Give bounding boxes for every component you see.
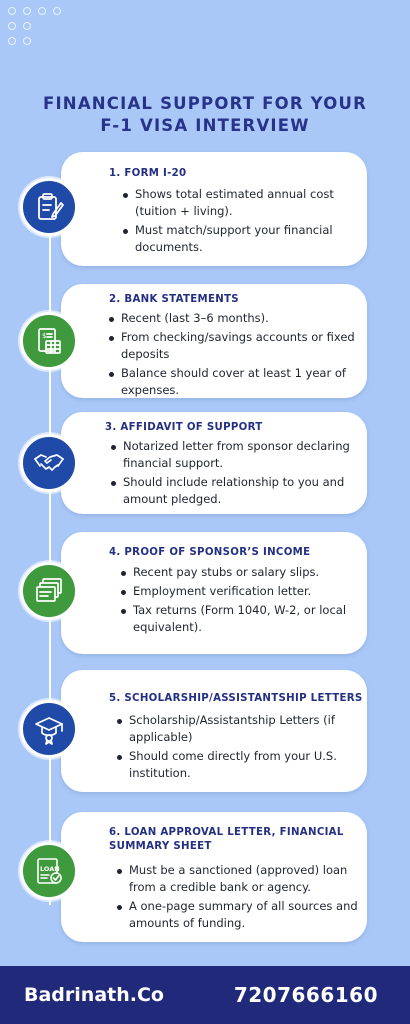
bullet-item: Shows total estimated annual cost (tuition + living). xyxy=(123,186,359,220)
brand-name: Badrinath.Co xyxy=(24,984,164,1006)
graduation-cap-icon xyxy=(20,700,78,758)
card-heading: 5. SCHOLARSHIP/ASSISTANTSHIP LETTERS xyxy=(109,693,363,704)
svg-text:LOAN: LOAN xyxy=(40,865,60,873)
bullet-list xyxy=(117,712,357,784)
bullet-list xyxy=(117,862,361,934)
bullet-item: Scholarship/Assistantship Letters (if applicable) xyxy=(117,712,357,746)
card-heading: 2. BANK STATEMENTS xyxy=(109,294,239,305)
card-heading: 4. PROOF OF SPONSOR’S INCOME xyxy=(109,547,311,558)
bullet-item: Tax returns (Form 1040, W-2, or local equivalent). xyxy=(121,602,361,636)
bank-statement-icon xyxy=(20,312,78,370)
bullet-item: Balance should cover at least 1 year of expenses. xyxy=(109,365,363,399)
bullet-list xyxy=(111,438,361,510)
card-heading xyxy=(109,826,344,854)
card-heading-line-1: 6. LOAN APPROVAL LETTER, FINANCIAL xyxy=(109,827,344,838)
card-form-i20 xyxy=(61,152,367,266)
dot xyxy=(23,22,31,30)
svg-text:$: $ xyxy=(42,332,47,340)
bullet-item: Should come directly from your U.S. institution. xyxy=(117,748,357,782)
footer-bar xyxy=(0,966,410,1024)
card-proof-of-sponsor-income xyxy=(61,532,367,654)
bullet-item: Must match/support your financial documents. xyxy=(123,222,359,256)
card-affidavit-of-support xyxy=(61,412,367,514)
bullet-item: Must be a sanctioned (approved) loan from a credible bank or agency. xyxy=(117,862,361,896)
decorative-dots xyxy=(8,7,64,47)
card-heading-line-2: SUMMARY SHEET xyxy=(109,841,212,852)
bullet-item: Employment verification letter. xyxy=(121,583,361,600)
dot xyxy=(23,37,31,45)
bullet-list xyxy=(121,564,361,638)
dot xyxy=(53,7,61,15)
dot xyxy=(8,37,16,45)
bullet-item: Recent pay stubs or salary slips. xyxy=(121,564,361,581)
bullet-item: Notarized letter from sponsor declaring financial support. xyxy=(111,438,361,472)
bullet-item: From checking/savings accounts or fixed deposits xyxy=(109,329,363,363)
dot xyxy=(38,7,46,15)
title-line-1: FINANCIAL SUPPORT FOR YOUR xyxy=(43,94,367,113)
card-heading: 1. FORM I-20 xyxy=(109,168,187,179)
documents-icon xyxy=(20,562,78,620)
loan-document-icon xyxy=(20,842,78,900)
timeline-line xyxy=(49,205,51,905)
card-scholarship-letters xyxy=(61,670,367,792)
bullet-list xyxy=(123,186,359,258)
clipboard-icon xyxy=(20,178,78,236)
bullet-list xyxy=(109,310,363,401)
page-title xyxy=(0,93,410,137)
dot xyxy=(8,22,16,30)
card-loan-approval xyxy=(61,812,367,942)
card-bank-statements xyxy=(61,284,367,398)
bullet-item: Recent (last 3–6 months). xyxy=(109,310,363,327)
bullet-item: A one-page summary of all sources and amounts of funding. xyxy=(117,898,361,932)
title-line-2: F-1 VISA INTERVIEW xyxy=(100,116,310,135)
dot xyxy=(8,7,16,15)
handshake-icon xyxy=(20,434,78,492)
bullet-item: Should include relationship to you and amount pledged. xyxy=(111,474,361,508)
card-heading: 3. AFFIDAVIT OF SUPPORT xyxy=(105,422,263,433)
dot xyxy=(23,7,31,15)
phone-number[interactable]: 7207666160 xyxy=(233,983,378,1007)
